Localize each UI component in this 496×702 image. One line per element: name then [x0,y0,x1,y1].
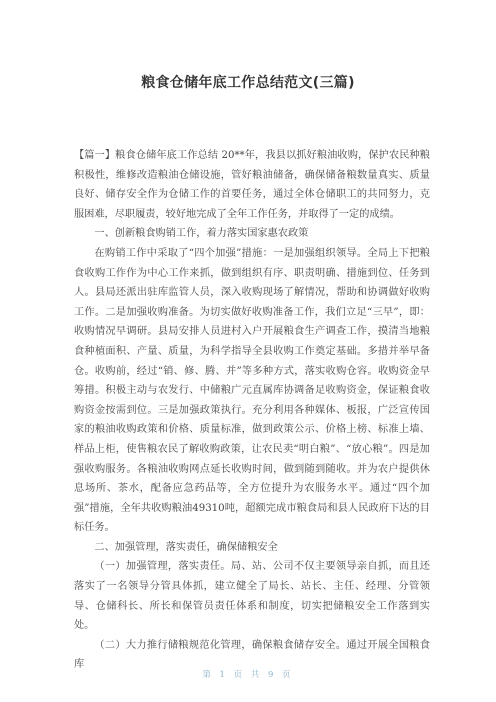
page-number-footer: 第 1 页 共 9 页 [202,670,294,680]
document-body [74,146,430,675]
section-heading-2: 二、加强管理，落实责任，确保储粮安全 [94,541,278,553]
paragraph-intro: 【篇一】粮食仓储年底工作总结 20**年，我县以抓好粮油收购，保护农民种粮积极性，维修改造粮油仓储设施，管好粮油储备，确保储备粮数量真实、质量良好、储存安全作为仓储工作的首要任务，通过全体仓储职工的共同努力，克服困难，尽职履责，较好地完成了全年工作任务，并取得了一定的成绩。 [74,150,430,220]
paragraph-management: （一）加强管理，落实责任。局、站、公司不仅主要领导亲自抓，而且还落实了一名领导分管具体抓，建立健全了局长、站长、主任、经理、分管领导、仓储科长、所长和保管员责任体系和制度，切实把储粮安全工作落到实处。 [74,561,430,632]
paragraph-standardization: （二）大力推行储粮规范化管理，确保粮食储存安全。通过开展全国粮食库 [74,639,430,671]
document-title: 粮食仓储年底工作总结范文(三篇) [141,75,355,91]
paragraph-purchasing: 在购销工作中采取了“四个加强”措施：一是加强组织领导。全局上下把粮食收购工作作为中心工作来抓，做到组织有序、职责明确、措施到位、任务到人。县局还派出驻库监管人员，深入收购现场了解情况，帮助和协调做好收购工作。二是加强收购准备。为切实做好收购准备工作，我们立足“三早”，即：收购情况早调研。县局安排人员进村入户开展粮食生产调查工作，摸清当地粮食种植面积、产量、质量，为科学指导全县收购工作奠定基础。多措并举早备仓。收购前，经过“销、修、腾、并”等多种方式，落实收购仓容。收购资金早筹措。积极主动与农发行、中储粮广元直属库协调备足收购资金，保证粮食收购资金按需到位。三是加强政策执行。充分利用各种媒体、板报，广泛宣传国家的粮油收购政策和价格、质量标准，做到政策公示、价格上榜、标准上墙、样品上柜，使售粮农民了解收购政策，让农民卖“明白粮”、“放心粮”。四是加强收购服务。各粮油收购网点延长收购时间，做到随到随收。并为农户提供休息场所、茶水，配备应急药品等，全方位提升为农服务水平。通过“四个加强”措施，全年共收购粮油49310吨，超额完成市粮食局和县人民政府下达的目标任务。 [74,247,430,534]
section-heading-1: 一、创新粮食购销工作，着力落实国家惠农政策 [94,228,309,240]
